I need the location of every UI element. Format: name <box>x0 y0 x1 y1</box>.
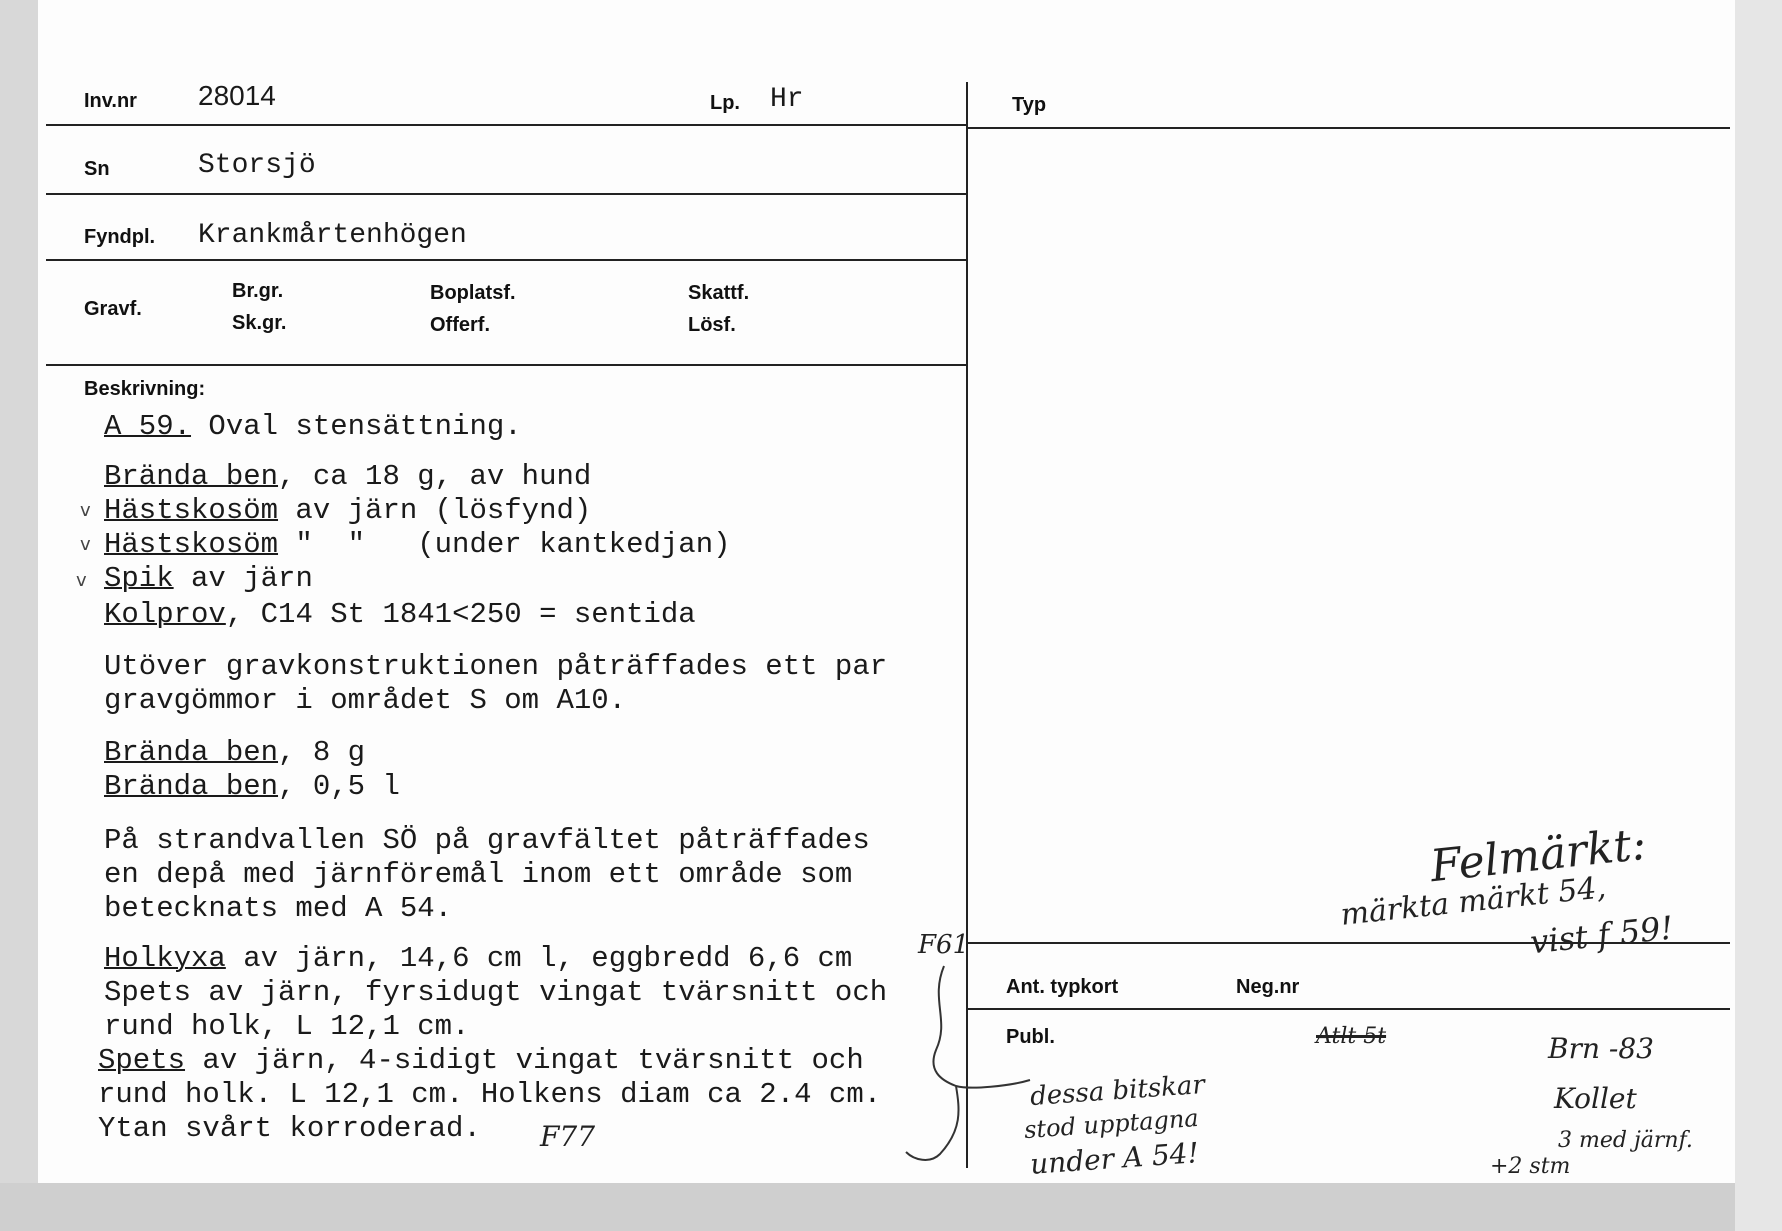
divider <box>46 364 966 366</box>
divider <box>46 259 966 261</box>
invnr-value: 28014 <box>198 80 276 111</box>
gravf-label: Gravf. <box>84 298 142 320</box>
desc-line: Hästskosöm " " (under kantkedjan) <box>104 528 731 561</box>
handwritten-note: dessa bitskar <box>1029 1069 1206 1113</box>
divider <box>46 193 966 195</box>
desc-line: betecknats med A 54. <box>104 892 453 925</box>
skattf-label: Skattf. <box>688 282 750 304</box>
ant-typkort-label: Ant. typkort <box>1006 976 1119 998</box>
handwritten-bracket <box>900 960 1040 1180</box>
check-mark-icon: v <box>76 570 87 591</box>
handwritten-note: Atlt 5t <box>1316 1024 1387 1049</box>
desc-line: Holkyxa av järn, 14,6 cm l, eggbredd 6,6 cm <box>104 942 853 975</box>
divider <box>968 127 1730 129</box>
handwritten-note: 3 med järnf. <box>1558 1128 1693 1153</box>
boplatsf-label: Boplatsf. <box>430 282 516 304</box>
handwritten-note: +2 stm <box>1490 1154 1571 1179</box>
publ-label: Publ. <box>1006 1026 1055 1048</box>
desc-line: Ytan svårt korroderad. <box>98 1112 481 1145</box>
scan-margin <box>1735 0 1782 1231</box>
fyndpl-value: Krankmårtenhögen <box>198 220 467 251</box>
negnr-label: Neg.nr <box>1236 976 1300 998</box>
check-mark-icon: v <box>80 500 91 521</box>
handwritten-note: Felmärkt: <box>1427 818 1649 893</box>
beskrivning-label: Beskrivning: <box>84 378 206 400</box>
brgr-label: Br.gr. <box>232 280 284 302</box>
desc-line: Brända ben, 8 g <box>104 736 366 769</box>
divider <box>46 124 966 126</box>
desc-line: en depå med järnföremål inom ett område som <box>104 858 853 891</box>
handwritten-note: Kollet <box>1554 1082 1637 1115</box>
handwritten-note: märkta märkt 54, <box>1338 870 1608 933</box>
losf-label: Lösf. <box>688 314 736 336</box>
desc-line: Utöver gravkonstruktionen påträffades ett par <box>104 650 888 683</box>
typ-label: Typ <box>1012 94 1047 116</box>
skgr-label: Sk.gr. <box>232 312 287 334</box>
desc-line: rund holk, L 12,1 cm. <box>104 1010 470 1043</box>
desc-line: Spets av järn, 4-sidigt vingat tvärsnitt och <box>98 1044 864 1077</box>
handwritten-note: stod upptagna <box>1023 1103 1200 1145</box>
desc-line: rund holk. L 12,1 cm. Holkens diam ca 2.4 cm. <box>98 1078 882 1111</box>
desc-line: gravgömmor i området S om A10. <box>104 684 627 717</box>
desc-line: Brända ben, 0,5 l <box>104 770 400 803</box>
desc-line: Spets av järn, fyrsidugt vingat tvärsnitt och <box>104 976 888 1009</box>
lp-value: Hr <box>770 84 804 115</box>
check-mark-icon: v <box>80 534 91 555</box>
desc-line: Spik av järn <box>104 562 313 595</box>
fyndpl-label: Fyndpl. <box>84 226 156 248</box>
handwritten-note: Brn -83 <box>1548 1032 1654 1065</box>
scan-background <box>0 1183 1782 1231</box>
desc-line: Hästskosöm av järn (lösfynd) <box>104 494 592 527</box>
divider <box>968 1008 1730 1010</box>
invnr-label: Inv.nr <box>84 90 137 112</box>
handwritten-note: F61 <box>918 930 970 960</box>
handwritten-note: under A 54! <box>1029 1136 1200 1181</box>
desc-line: Brända ben, ca 18 g, av hund <box>104 460 592 493</box>
offerf-label: Offerf. <box>430 314 490 336</box>
handwritten-note: vist f 59! <box>1528 908 1675 962</box>
desc-line: På strandvallen SÖ på gravfältet påträffades <box>104 824 870 857</box>
sn-value: Storsjö <box>198 150 316 181</box>
desc-line: Kolprov, C14 St 1841<250 = sentida <box>104 598 696 631</box>
handwritten-note: F77 <box>540 1120 596 1153</box>
desc-line: A 59. Oval stensättning. <box>104 410 522 443</box>
sn-label: Sn <box>84 158 110 180</box>
lp-label: Lp. <box>710 92 740 114</box>
